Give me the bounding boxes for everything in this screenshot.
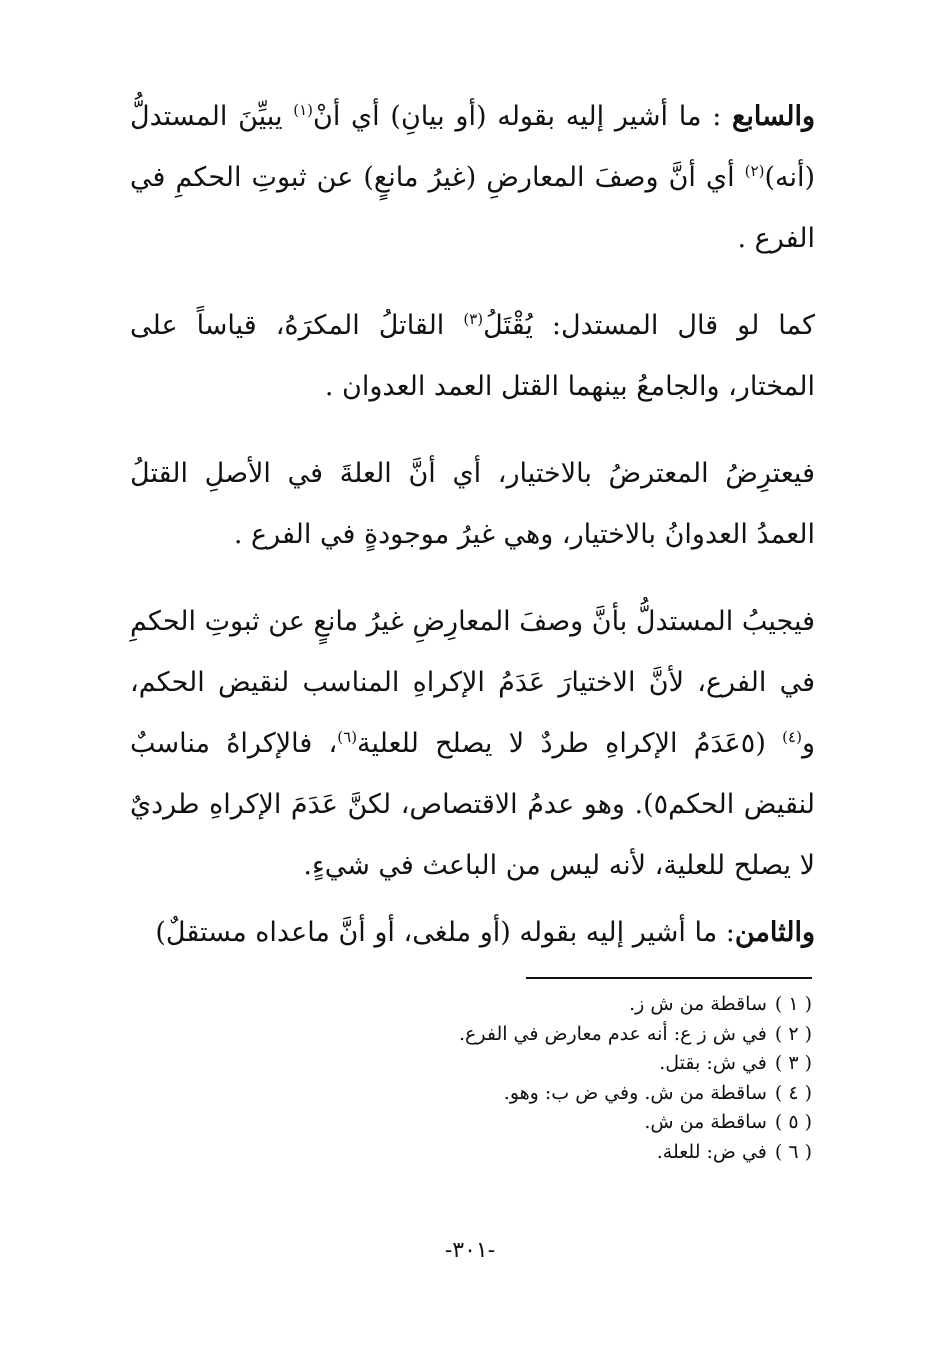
footnote-number: ( ٤ ) [774,1081,812,1104]
footnote-ref: (٤) [782,728,802,746]
paragraph-text: أي أنَّ وصفَ المعارضِ (غيرُ مانعٍ) عن ثبوتِ الحكمِ في الفرع . [130,162,815,254]
footnote-item [300,1020,812,1050]
footnote-ref: (٦) [337,728,358,746]
footnote-number: ( ٢ ) [774,1022,812,1045]
paragraph-text: القاتلُ المكرَهُ، قياساً على المختار، والجامعُ بينهما القتل العمد العدوان . [130,310,815,402]
footnote-divider [526,977,812,979]
footnotes [300,990,812,1167]
footnote-text: ساقطة من ش ز. [629,993,767,1015]
footnote-item [300,1138,812,1168]
paragraph-text: فيجيبُ المستدلُّ بأنَّ وصفَ المعارِضِ غيرُ مانعٍ عن ثبوتِ الحكمِ في الفرع، لأنَّ الاختيارَ عَدَمُ الإكراهِ المناسب لنقيض الحكم، و [130,606,815,759]
paragraph-text: (٥عَدَمُ الإكراهِ طردٌ لا يصلح للعلية [357,728,783,759]
paragraph-text: كما لو قال المستدل: يُقْتَلُ [483,310,815,341]
paragraph-objection [130,443,815,565]
paragraph-example [130,295,815,417]
footnote-number: ( ١ ) [774,993,812,1015]
paragraph-text: : ما أشير إليه بقوله (أو ملغى، أو أنَّ ماعداه مستقلٌ) [155,917,735,948]
footnote-text: في ض: للعلة. [656,1140,767,1163]
footnote-text: في ش ز ع: أنه عدم معارض في الفرع. [458,1022,767,1045]
footnote-text: ساقطة من ش. [644,1111,767,1133]
footnote-item [300,1049,812,1079]
paragraph-lead: والثامن [734,917,815,948]
footnote-item [300,990,812,1020]
footnote-text: في ش: بقتل. [659,1052,767,1074]
paragraph-text: : ما أشير إليه بقوله (أو بيانِ) أي أنْ [312,101,733,132]
paragraph-seventh [130,86,815,269]
paragraph-lead: والسابع [732,101,815,132]
paragraph-text: فيعترِضُ المعترضُ بالاختيار، أي أنَّ العلةَ في الأصلِ القتلُ العمدُ العدوانُ بالاختيار، وهي غيرُ موجودةٍ في الفرع . [130,458,815,550]
paragraph-answer [130,591,815,896]
footnote-text: ساقطة من ش. وفي ض ب: وهو. [503,1081,767,1104]
footnote-item [300,1108,812,1138]
paragraph-eighth [130,902,815,963]
main-text [130,86,815,963]
paragraph-text: ، فالإكراهُ مناسبٌ لنقيض الحكم٥). وهو عدمُ الاقتصاص، لكنَّ عَدَمَ الإكراهِ طرديٌ لا يصلح للعلية، لأنه ليس من الباعث في شيءٍ. [130,728,815,881]
footnote-number: ( ٦ ) [774,1140,812,1163]
footnote-ref: (٢) [744,162,765,180]
footnote-number: ( ٥ ) [774,1111,812,1133]
footnote-number: ( ٣ ) [774,1052,812,1074]
page-number: -٣٠١- [444,1238,496,1263]
footnote-ref: (١) [293,101,313,119]
footnote-ref: (٣) [463,310,484,328]
footnote-item [300,1079,812,1109]
paragraph-text: يبيِّنَ المستدلُّ (أنه) [130,101,815,193]
